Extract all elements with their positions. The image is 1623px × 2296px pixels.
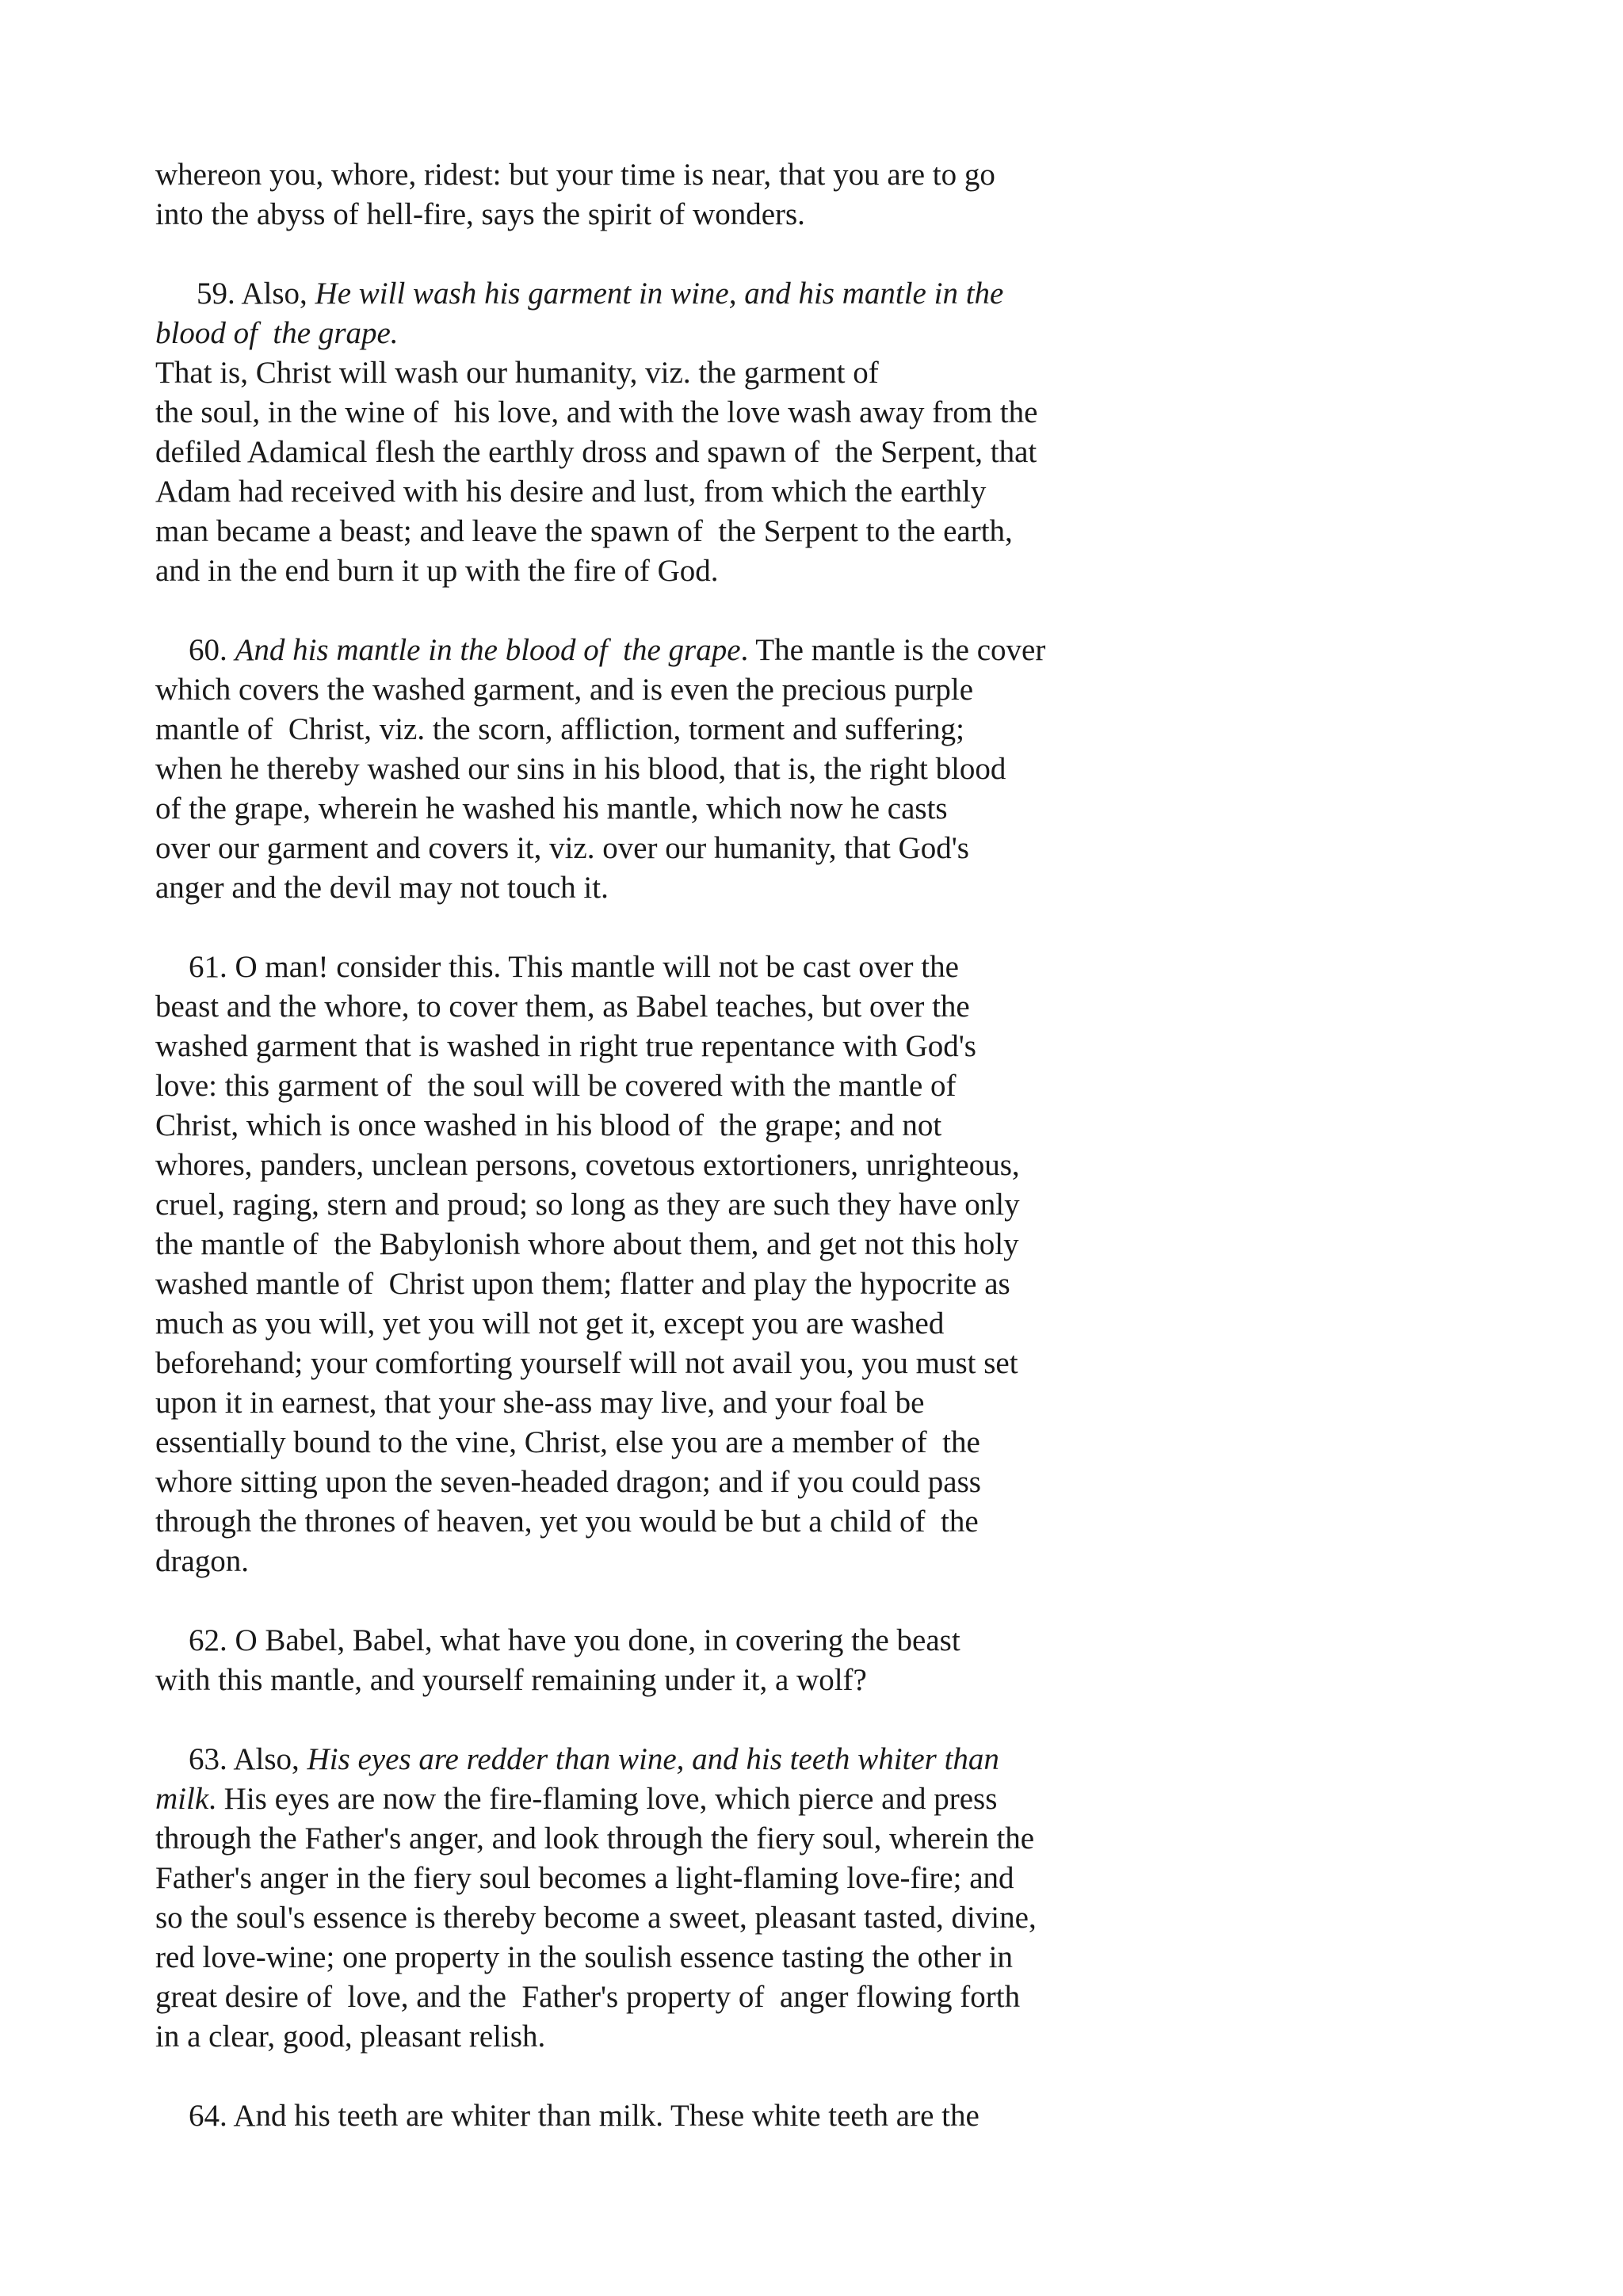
text-line: Father's anger in the fiery soul becomes a light-flaming love-fire; and [155, 1861, 1014, 1895]
text-line: which covers the washed garment, and is even the precious purple [155, 673, 974, 707]
text-line: the mantle of the Babylonish whore about them, and get not this holy [155, 1227, 1019, 1261]
text-line: so the soul's essence is thereby become a sweet, pleasant tasted, divine, [155, 1901, 1037, 1935]
text-line [155, 631, 1146, 670]
text-line: washed mantle of Christ upon them; flatter and play the hypocrite as [155, 1267, 1010, 1301]
text-line: whereon you, whore, ridest: but your time is near, that you are to go [155, 158, 995, 192]
text-line [155, 314, 1146, 353]
text-line: beast and the whore, to cover them, as Babel teaches, but over the [155, 990, 970, 1024]
italic-quote: He will wash his garment in wine, and his mantle in the [315, 277, 1004, 311]
text-line: through the thrones of heaven, yet you would be but a child of the [155, 1505, 979, 1539]
italic-quote: And his mantle in the blood of the grape [235, 633, 741, 667]
text-line: when he thereby washed our sins in his blood, that is, the right blood [155, 752, 1006, 786]
text-line [155, 274, 1146, 314]
text-line: beforehand; your comforting yourself will not avail you, you must set [155, 1346, 1018, 1380]
text-line: through the Father's anger, and look through the fiery soul, wherein the [155, 1821, 1035, 1855]
text-line: Adam had received with his desire and lust, from which the earthly [155, 475, 987, 509]
text-line: over our garment and covers it, viz. over our humanity, that God's [155, 831, 969, 865]
text-line: anger and the devil may not touch it. [155, 871, 609, 905]
italic-quote: blood of the grape. [155, 316, 399, 350]
paragraph-62 [155, 1621, 1146, 1700]
text-line: with this mantle, and yourself remaining under it, a wolf? [155, 1663, 867, 1697]
text-fragment: . His eyes are now the fire-flaming love, which pierce and press [208, 1782, 998, 1816]
text-line: upon it in earnest, that your she-ass may live, and your foal be [155, 1386, 925, 1420]
text-line [155, 1779, 1146, 1819]
text-line: of the grape, wherein he washed his mantle, which now he casts [155, 791, 948, 826]
text-line: essentially bound to the vine, Christ, else you are a member of the [155, 1425, 980, 1459]
paragraph-number: 60. [189, 633, 235, 667]
text-line: red love-wine; one property in the soulish essence tasting the other in [155, 1940, 1013, 1974]
text-fragment: . The mantle is the cover [740, 633, 1046, 667]
paragraph-64 [155, 2096, 1146, 2136]
italic-quote: milk [155, 1782, 209, 1816]
paragraph-63 [155, 1740, 1146, 2057]
text-line: 61. O man! consider this. This mantle will not be cast over the [189, 950, 959, 984]
text-line: great desire of love, and the Father's property of anger flowing forth [155, 1980, 1021, 2014]
paragraph-61 [155, 948, 1146, 1581]
paragraph-number: 63. Also, [189, 1742, 307, 1776]
text-line: into the abyss of hell-fire, says the spirit of wonders. [155, 197, 805, 231]
text-line: much as you will, yet you will not get it, except you are washed [155, 1306, 945, 1341]
text-line: and in the end burn it up with the fire of God. [155, 554, 719, 588]
text-line: man became a beast; and leave the spawn of the Serpent to the earth, [155, 514, 1013, 548]
text-line: 64. And his teeth are whiter than milk. These white teeth are the [189, 2099, 980, 2133]
text-line: whores, panders, unclean persons, covetous extortioners, unrighteous, [155, 1148, 1020, 1182]
paragraph-60 [155, 631, 1146, 908]
text-line: That is, Christ will wash our humanity, viz. the garment of [155, 356, 879, 390]
paragraph-number: 59. Also, [197, 277, 315, 311]
text-line [155, 1740, 1146, 1779]
text-line: Christ, which is once washed in his blood of the grape; and not [155, 1108, 942, 1142]
text-line: cruel, raging, stern and proud; so long as they are such they have only [155, 1188, 1020, 1222]
paragraph-continuation [155, 155, 1146, 235]
paragraph-59 [155, 274, 1146, 591]
body-text [155, 155, 1146, 2136]
text-line: love: this garment of the soul will be covered with the mantle of [155, 1069, 957, 1103]
text-line: washed garment that is washed in right true repentance with God's [155, 1029, 976, 1063]
text-line: dragon. [155, 1544, 250, 1578]
text-line: mantle of Christ, viz. the scorn, affliction, torment and suffering; [155, 712, 964, 746]
text-line: 62. O Babel, Babel, what have you done, in covering the beast [189, 1623, 960, 1657]
italic-quote: His eyes are redder than wine, and his teeth whiter than [307, 1742, 999, 1776]
text-line: the soul, in the wine of his love, and with the love wash away from the [155, 395, 1038, 429]
text-line: defiled Adamical flesh the earthly dross and spawn of the Serpent, that [155, 435, 1037, 469]
text-line: whore sitting upon the seven-headed dragon; and if you could pass [155, 1465, 981, 1499]
text-line: in a clear, good, pleasant relish. [155, 2019, 546, 2054]
